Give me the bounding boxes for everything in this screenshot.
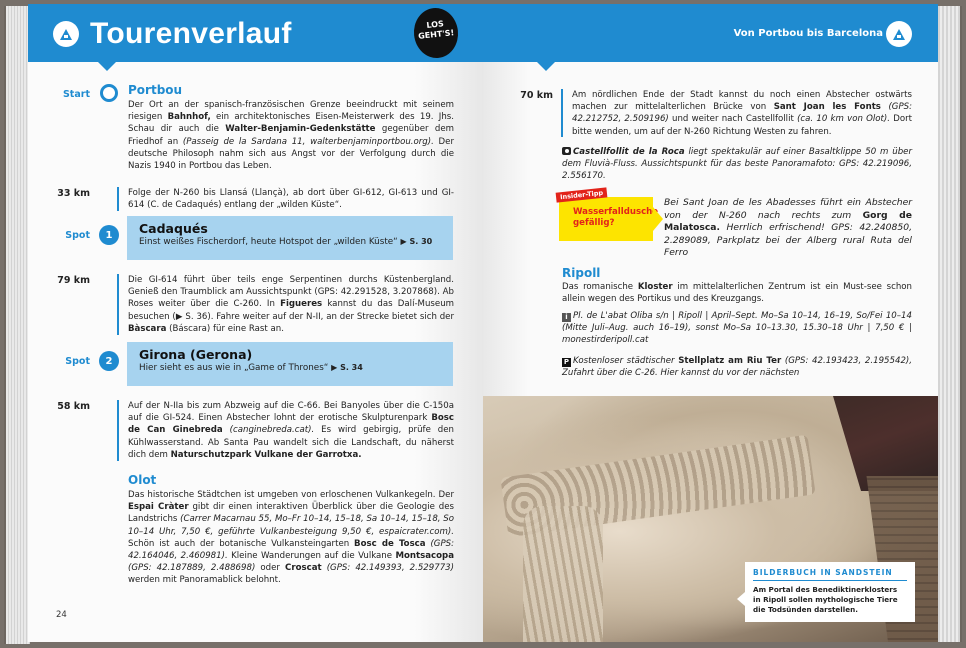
insider-tip-tag: Insider-Tipp [556,187,608,202]
spot2-box[interactable] [127,342,453,386]
header-notch [537,62,555,71]
spot2-page-ref[interactable]: ▶ S. 34 [331,363,363,372]
page-stack-right [938,6,962,642]
leg2-text: Die GI-614 führt über teils enge Serpentinen durchs Küstenbergland. Genieß den Traumblick am Aussichtspunkt (GPS: 42.291528, 3.207868). Ab Roses weiter über die C-260. In Figueres kannst du das Dalí-Museum besuchen (▶ S. 36). Fahre weiter auf der N-II, an der Strecke bietet sich der Bàscara (Báscara) für eine Rast an. [128,275,455,334]
spot2-marker: 2 [99,351,119,371]
route-line [117,187,119,211]
header-notch [98,62,116,71]
ripoll-heading: Ripoll [562,266,601,280]
distance-33km: 33 km [57,188,90,199]
caption-text: Am Portal des Benediktinerklosters in Ripoll sollen mythologische Tiere die Todsünden darstellen. [753,585,898,614]
spot1-box[interactable] [127,216,453,260]
leg1-text: Folge der N-260 bis Llansá (Llançà), ab dort über GI-612, GI-613 und GI-614 (C. de Cadaqués) entlang der „wilden Küste“. [128,188,454,211]
distance-70km: 70 km [520,90,553,101]
page-stack-left [4,6,30,644]
section-title: Von Portbou bis Barcelona [733,28,883,39]
spot1-page-ref[interactable]: ▶ S. 30 [400,237,433,246]
start-label: Start [62,89,90,100]
los-gehts-badge: LOS GEHT'S! [412,6,461,60]
page-title: Tourenverlauf [90,17,292,50]
start-ring-icon [100,84,118,102]
ripoll-parking: P Kostenloser städtischer Stellplatz am Riu Ter (GPS: 42.193423, 2.195542), Zufahrt über die C-26. Hier kannst du vor der nächsten [562,356,912,379]
right-page [483,4,938,642]
route-line [561,89,563,137]
leg4-text: Am nördlichen Ende der Stadt kannst du noch einen Abstecher ostwärts machen zur mittelalterlichen Brücke von Sant Joan les Fonts (GPS: 42.212752, 2.509196) und weiter nach Castellfollit (ca. 10 km von Olot). Dort bitte wenden, um auf der N-260 Richtung Westen zu fahren. [572,90,913,137]
insider-tip-teaser: Wasserfalldusche gefällig? [573,207,659,228]
ripoll-text: Das romanische Kloster im mittelalterlichen Zentrum ist ein Must-see schon allein wegen des Portikus und des Kreuzgangs. [562,282,912,305]
insider-tip-box [559,188,659,241]
spot1-subtitle: Einst weißes Fischerdorf, heute Hotspot der „wilden Küste“ ▶ S. 30 [139,237,433,247]
info-icon: i [562,313,571,322]
olot-text: Das historische Städtchen ist umgeben von erloschenen Vulkankegeln. Der Espai Cràter gibt dir einen interaktiven Überblick über die Geologie des Landstrichs (Carrer Macarnau 55, Mo–Fr 10–14, 15–18, Sa 10–14, 15–18, So 10–14 Uhr, 7,50 €, geführte Vulkanbesteigung 9,50 €, espaicrater.com). Schön ist auch der botanische Vulkansteingarten Bosc de Tosca (GPS: 42.164046, 2.460981). Kleine Wanderungen auf die Vulkane Montsacopa (GPS: 42.187889, 2.488698) oder Croscat (GPS: 42.149393, 2.529773) werden mit Panoramablick belohnt. [128,490,454,586]
spot2-title: Girona (Gerona) [139,347,253,362]
route-line [117,400,119,461]
route-a-logo-icon [886,21,912,47]
ripoll-portal-photo [483,396,938,642]
insider-tip-text: Bei Sant Joan de les Abadesses führt ein Abstecher von der N-260 nach rechts zum Gorg de Malatosca. Herrlich erfrischend! GPS: 42.240850, 2.289089, Parkplatz bei der Alberg rural Ruta del Ferro [664,197,912,259]
spot1-marker: 1 [99,225,119,245]
page-number: 24 [56,610,67,620]
parking-icon: P [563,358,570,366]
distance-58km: 58 km [57,401,90,412]
spot2-subtitle: Hier sieht es aus wie in „Game of Thrones“ ▶ S. 34 [139,363,363,373]
route-line [117,274,119,335]
spot2-label: Spot [65,356,90,367]
olot-heading: Olot [128,473,157,487]
left-page [28,4,483,642]
portbou-text: Der Ort an der spanisch-französischen Grenze beeindruckt mit seinem riesigen Bahnhof, ein architektonisches Eisen-Meisterwerk des 19. Jhs. Schau dir auch die Walter-Benjamin-Gedenkstätte gegenüber dem Friedhof an (Passeig de la Sardana 11, walterbenjaminportbou.org). Der deutsche Philosoph nahm sich aus Angst vor der Verfolgung durch die Nazis 1940 in Portbou das Leben. [128,100,455,172]
spot1-label: Spot [65,230,90,241]
portbou-heading: Portbou [128,83,183,97]
camera-icon [562,147,571,155]
spot1-title: Cadaqués [139,221,208,236]
caption-title: BILDERBUCH IN SANDSTEIN [753,568,907,581]
photo-caption [745,562,915,622]
ripoll-info: i Pl. de L'abat Oliba s/n | Ripoll | April–Sept. Mo–Sa 10–14, 16–19, So/Fei 10–14 (Mitte Juli–Aug. auch 16–19), sonst Mo–Sa 10–13.30, 15.30–18 Uhr | 7,50 € | monestirderipoll.cat [562,311,912,346]
photo-tip: Castellfollit de la Roca liegt spektakulär auf einer Basaltklippe 50 m über dem Fluvià-Fluss. Aussichtspunkt für das beste Panoramafoto: GPS: 42.219096, 2.556170. [562,147,912,182]
distance-79km: 79 km [57,275,90,286]
leg3-text: Auf der N-IIa bis zum Abzweig auf die C-66. Bei Banyoles über die C-150a auf die GI-524. Einen Abstecher lohnt der erotische Skulpturenpark Bosc de Can Ginebreda (canginebreda.cat). Es wird gebirgig, prüfe den Kühlwasserstand. Ab Santa Pau wandelt sich die Landschaft, du näherst dich dem Naturschutzpark Vulkane der Garrotxa. [128,401,454,460]
route-a-logo-icon [53,21,79,47]
